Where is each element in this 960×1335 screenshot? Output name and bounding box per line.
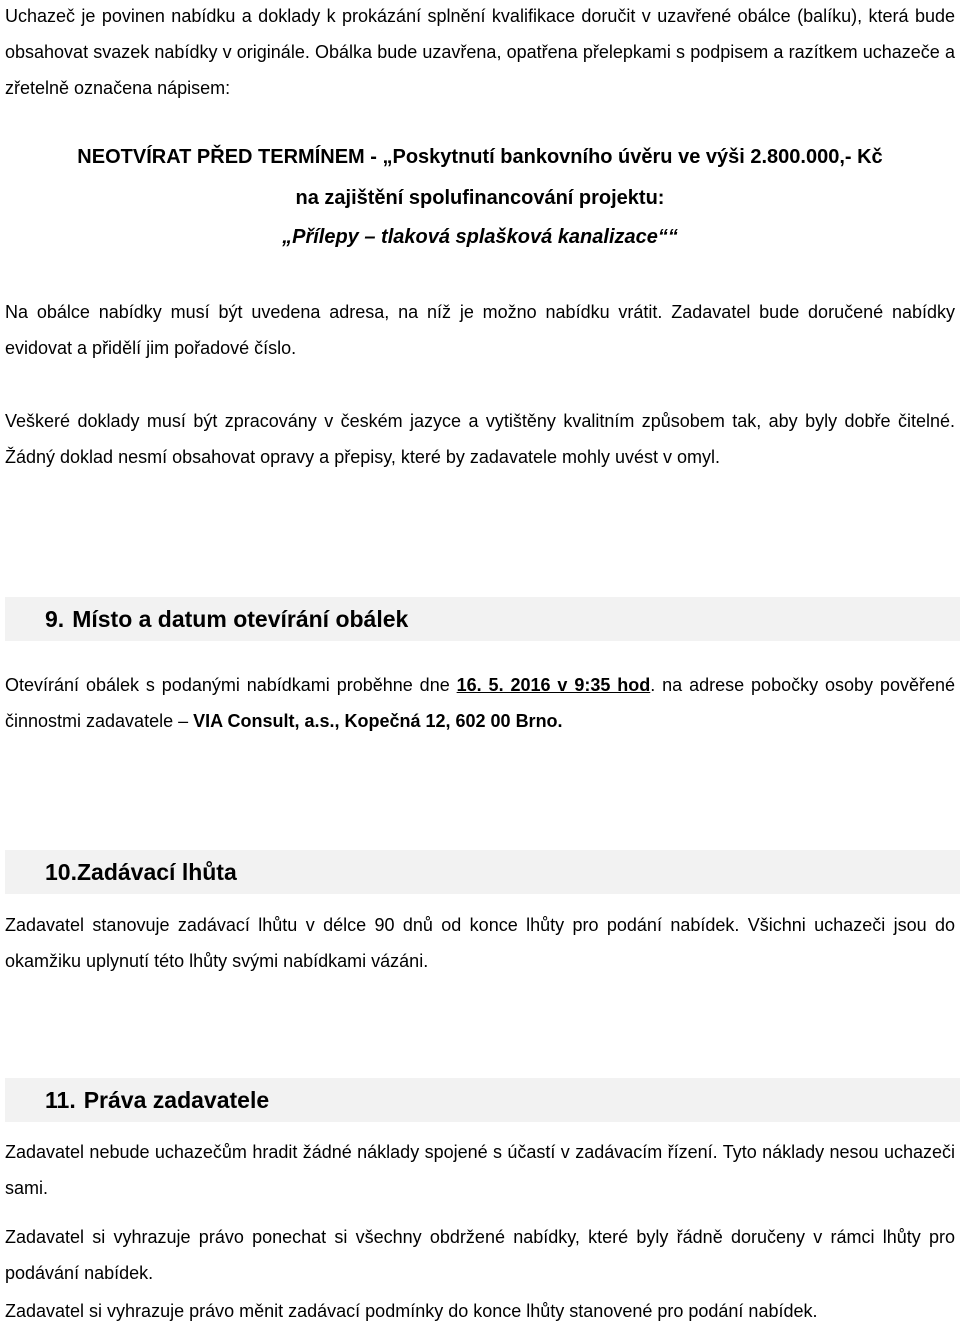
envelope-label-line1: NEOTVÍRAT PŘED TERMÍNEM - „Poskytnutí bankovního úvěru ve výši 2.800.000,- Kč [77,146,883,168]
section-11-paragraph-1: Zadavatel nebude uchazečům hradit žádné náklady spojené s účastí v zadávacím řízení. Tyto náklady nesou uchazeči sami. [5,1142,955,1198]
section-9-title: Místo a datum otevírání obálek [72,606,409,632]
section-10-number: 10. [45,859,77,885]
envelope-label-line2: na zajištění spolufinancování projektu: [295,187,665,209]
section-9-number: 9. [45,606,65,632]
opening-place: VIA Consult, a.s., Kopečná 12, 602 00 Brno. [193,711,563,731]
section-9-heading [5,597,960,641]
section-9-paragraph: Otevírání obálek s podanými nabídkami proběhne dne 16. 5. 2016 v 9:35 hod. na adrese pobočky osoby pověřené činnostmi zadavatele – VIA Consult, a.s., Kopečná 12, 602 00 Brno. [5,675,955,731]
documents-note-paragraph: Veškeré doklady musí být zpracovány v českém jazyce a vytištěny kvalitním způsobem tak, aby byly dobře čitelné. Žádný doklad nesmí obsahovat opravy a přepisy, které by zadavatele mohly uvést v omyl. [5,411,955,467]
section-10-heading [5,850,960,894]
section-11-heading [5,1078,960,1122]
address-note-paragraph: Na obálce nabídky musí být uvedena adresa, na níž je možno nabídku vrátit. Zadavatel bude doručené nabídky evidovat a přidělí jim pořadové číslo. [5,302,955,358]
section-11-number: 11. [45,1087,76,1113]
intro-paragraph: Uchazeč je povinen nabídku a doklady k prokázání splnění kvalifikace doručit v uzavřené obálce (balíku), která bude obsahovat svazek nabídky v originále. Obálka bude uzavřena, opatřena přelepkami s podpisem a razítkem uchazeče a zřetelně označena nápisem: [5,6,955,98]
section-11-paragraph-2: Zadavatel si vyhrazuje právo ponechat si všechny obdržené nabídky, které byly řádně doručeny v rámci lhůty pro podávání nabídek. [5,1227,955,1283]
opening-date: 16. 5. 2016 v 9:35 hod [456,675,651,695]
envelope-label-project: „Přílepy – tlaková splašková kanalizace““ [282,226,678,248]
section-11-paragraph-3: Zadavatel si vyhrazuje právo měnit zadávací podmínky do konce lhůty stanovené pro podání nabídek. [5,1301,818,1321]
section-10-paragraph: Zadavatel stanovuje zadávací lhůtu v délce 90 dnů od konce lhůty pro podání nabídek. Všichni uchazeči jsou do okamžiku uplynutí této lhůty svými nabídkami vázáni. [5,915,955,971]
section-10-title: Zadávací lhůta [76,859,237,885]
section-11-title: Práva zadavatele [83,1087,270,1113]
